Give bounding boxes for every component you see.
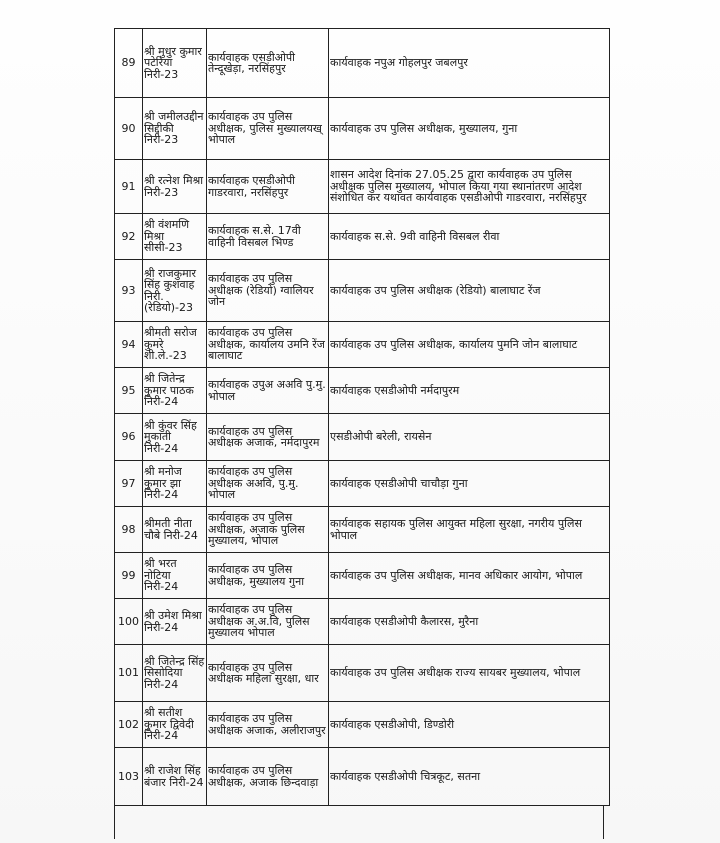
- current-posting-cell: कार्यवाहक उप पुलिस अधीक्षक, पुलिस मुख्यालयख् भोपाल: [207, 98, 329, 160]
- table-row: [115, 748, 610, 806]
- officer-name-cell: श्री कुंवर सिंह मुकाती निरी-24: [143, 414, 207, 461]
- table-row: [115, 214, 610, 260]
- table-border-continuation-left: [114, 805, 115, 839]
- current-posting-cell: कार्यवाहक उप पुलिस अधीक्षक अजाक, अलीराजपुर: [207, 702, 329, 748]
- table-row: [115, 599, 610, 645]
- officer-name-cell: श्री जमीलउद्दीन सिद्दीकी निरी-23: [143, 98, 207, 160]
- officer-name-cell: श्री वंशमणि मिश्रा सीसी-23: [143, 214, 207, 260]
- current-posting-cell: कार्यवाहक उप पुलिस अधीक्षक (रेडियो) ग्वालियर जोन: [207, 260, 329, 322]
- current-posting-cell: कार्यवाहक उप पुलिस अधीक्षक अअवि, पु.मु. भोपाल: [207, 461, 329, 507]
- table-row: [115, 322, 610, 368]
- new-posting-cell: कार्यवाहक नपुअ गोहलपुर जबलपुर: [329, 29, 610, 98]
- table-row: [115, 98, 610, 160]
- serial-number-cell: 93: [115, 260, 143, 322]
- officer-name-cell: श्री राजकुमार सिंह कुशवाह निरी. (रेडियो)-23: [143, 260, 207, 322]
- officer-name-cell: श्री मुधुर कुमार पटेरिया निरी-23: [143, 29, 207, 98]
- current-posting-cell: कार्यवाहक स.से. 17वी वाहिनी विसबल भिण्ड: [207, 214, 329, 260]
- new-posting-cell: कार्यवाहक सहायक पुलिस आयुक्त महिला सुरक्षा, नगरीय पुलिस भोपाल: [329, 507, 610, 553]
- new-posting-cell: कार्यवाहक एसडीओपी नर्मदापुरम: [329, 368, 610, 414]
- current-posting-cell: कार्यवाहक उप पुलिस अधीक्षक, कार्यालय उमनि रेंज बालाघाट: [207, 322, 329, 368]
- officer-name-cell: श्रीमती सरोज कुमरे शी.ले.-23: [143, 322, 207, 368]
- current-posting-cell: कार्यवाहक उप पुलिस अधीक्षक अ.अ.वि, पुलिस मुख्यालय भोपाल: [207, 599, 329, 645]
- officer-name-cell: श्री सतीश कुमार द्विवेदी निरी-24: [143, 702, 207, 748]
- current-posting-cell: कार्यवाहक एसडीओपी तेन्दूखेड़ा, नरसिंहपुर: [207, 29, 329, 98]
- serial-number-cell: 102: [115, 702, 143, 748]
- new-posting-cell: कार्यवाहक एसडीओपी चाचौड़ा गुना: [329, 461, 610, 507]
- serial-number-cell: 97: [115, 461, 143, 507]
- serial-number-cell: 94: [115, 322, 143, 368]
- current-posting-cell: कार्यवाहक उप पुलिस अधीक्षक, अजाक छिन्दवाड़ा: [207, 748, 329, 806]
- serial-number-cell: 95: [115, 368, 143, 414]
- table-row: [115, 260, 610, 322]
- new-posting-cell: कार्यवाहक एसडीओपी चित्रकूट, सतना: [329, 748, 610, 806]
- table-row: [115, 507, 610, 553]
- table-row: [115, 29, 610, 98]
- table-row: [115, 461, 610, 507]
- serial-number-cell: 98: [115, 507, 143, 553]
- new-posting-cell: कार्यवाहक उप पुलिस अधीक्षक, मानव अधिकार आयोग, भोपाल: [329, 553, 610, 599]
- new-posting-cell: कार्यवाहक उप पुलिस अधीक्षक राज्य सायबर मुख्यालय, भोपाल: [329, 645, 610, 702]
- officer-name-cell: श्री उमेश मिश्रा निरी-24: [143, 599, 207, 645]
- table-row: [115, 645, 610, 702]
- serial-number-cell: 90: [115, 98, 143, 160]
- table-row: [115, 702, 610, 748]
- current-posting-cell: कार्यवाहक एसडीओपी गाडरवारा, नरसिंहपुर: [207, 160, 329, 214]
- current-posting-cell: कार्यवाहक उप पुलिस अधीक्षक महिला सुरक्षा, धार: [207, 645, 329, 702]
- current-posting-cell: कार्यवाहक उप पुलिस अधीक्षक अजाक, नर्मदापुरम: [207, 414, 329, 461]
- new-posting-cell: कार्यवाहक उप पुलिस अधीक्षक, कार्यालय पुमनि जोन बालाघाट: [329, 322, 610, 368]
- table-row: [115, 414, 610, 461]
- new-posting-cell: कार्यवाहक एसडीओपी, डिण्डोरी: [329, 702, 610, 748]
- new-posting-cell: कार्यवाहक उप पुलिस अधीक्षक, मुख्यालय, गुना: [329, 98, 610, 160]
- serial-number-cell: 92: [115, 214, 143, 260]
- officer-name-cell: श्री जितेन्द्र कुमार पाठक निरी-24: [143, 368, 207, 414]
- new-posting-cell: कार्यवाहक उप पुलिस अधीक्षक (रेडियो) बालाघाट रेंज: [329, 260, 610, 322]
- table-row: [115, 368, 610, 414]
- current-posting-cell: कार्यवाहक उप पुलिस अधीक्षक, अजाक पुलिस मुख्यालय, भोपाल: [207, 507, 329, 553]
- officer-name-cell: श्री जितेन्द्र सिंह सिसोदिया निरी-24: [143, 645, 207, 702]
- table-row: [115, 553, 610, 599]
- officer-name-cell: श्री मनोज कुमार झा निरी-24: [143, 461, 207, 507]
- officer-name-cell: श्री राजेश सिंह बंजार निरी-24: [143, 748, 207, 806]
- new-posting-cell: शासन आदेश दिनांक 27.05.25 द्वारा कार्यवाहक उप पुलिस अधीक्षक पुलिस मुख्यालय, भोपाल किया गया स्थानांतरण आदेश संशोधित कर यथावत कार्यवाहक एसडीओपी गाडरवारा, नरसिंहपुर: [329, 160, 610, 214]
- transfer-table: [114, 28, 610, 806]
- transfer-table-body: [115, 29, 610, 806]
- current-posting-cell: कार्यवाहक उपुअ अअवि पु.मु. भोपाल: [207, 368, 329, 414]
- new-posting-cell: एसडीओपी बरेली, रायसेन: [329, 414, 610, 461]
- serial-number-cell: 89: [115, 29, 143, 98]
- serial-number-cell: 91: [115, 160, 143, 214]
- serial-number-cell: 96: [115, 414, 143, 461]
- new-posting-cell: कार्यवाहक स.से. 9वी वाहिनी विसबल रीवा: [329, 214, 610, 260]
- officer-name-cell: श्री रत्नेश मिश्रा निरी-23: [143, 160, 207, 214]
- serial-number-cell: 99: [115, 553, 143, 599]
- new-posting-cell: कार्यवाहक एसडीओपी कैलारस, मुरैना: [329, 599, 610, 645]
- officer-name-cell: श्रीमती नीता चौबे निरी-24: [143, 507, 207, 553]
- current-posting-cell: कार्यवाहक उप पुलिस अधीक्षक, मुख्यालय गुना: [207, 553, 329, 599]
- officer-name-cell: श्री भरत नोटिया निरी-24: [143, 553, 207, 599]
- serial-number-cell: 100: [115, 599, 143, 645]
- table-row: [115, 160, 610, 214]
- table-border-continuation-right: [603, 805, 604, 839]
- serial-number-cell: 101: [115, 645, 143, 702]
- serial-number-cell: 103: [115, 748, 143, 806]
